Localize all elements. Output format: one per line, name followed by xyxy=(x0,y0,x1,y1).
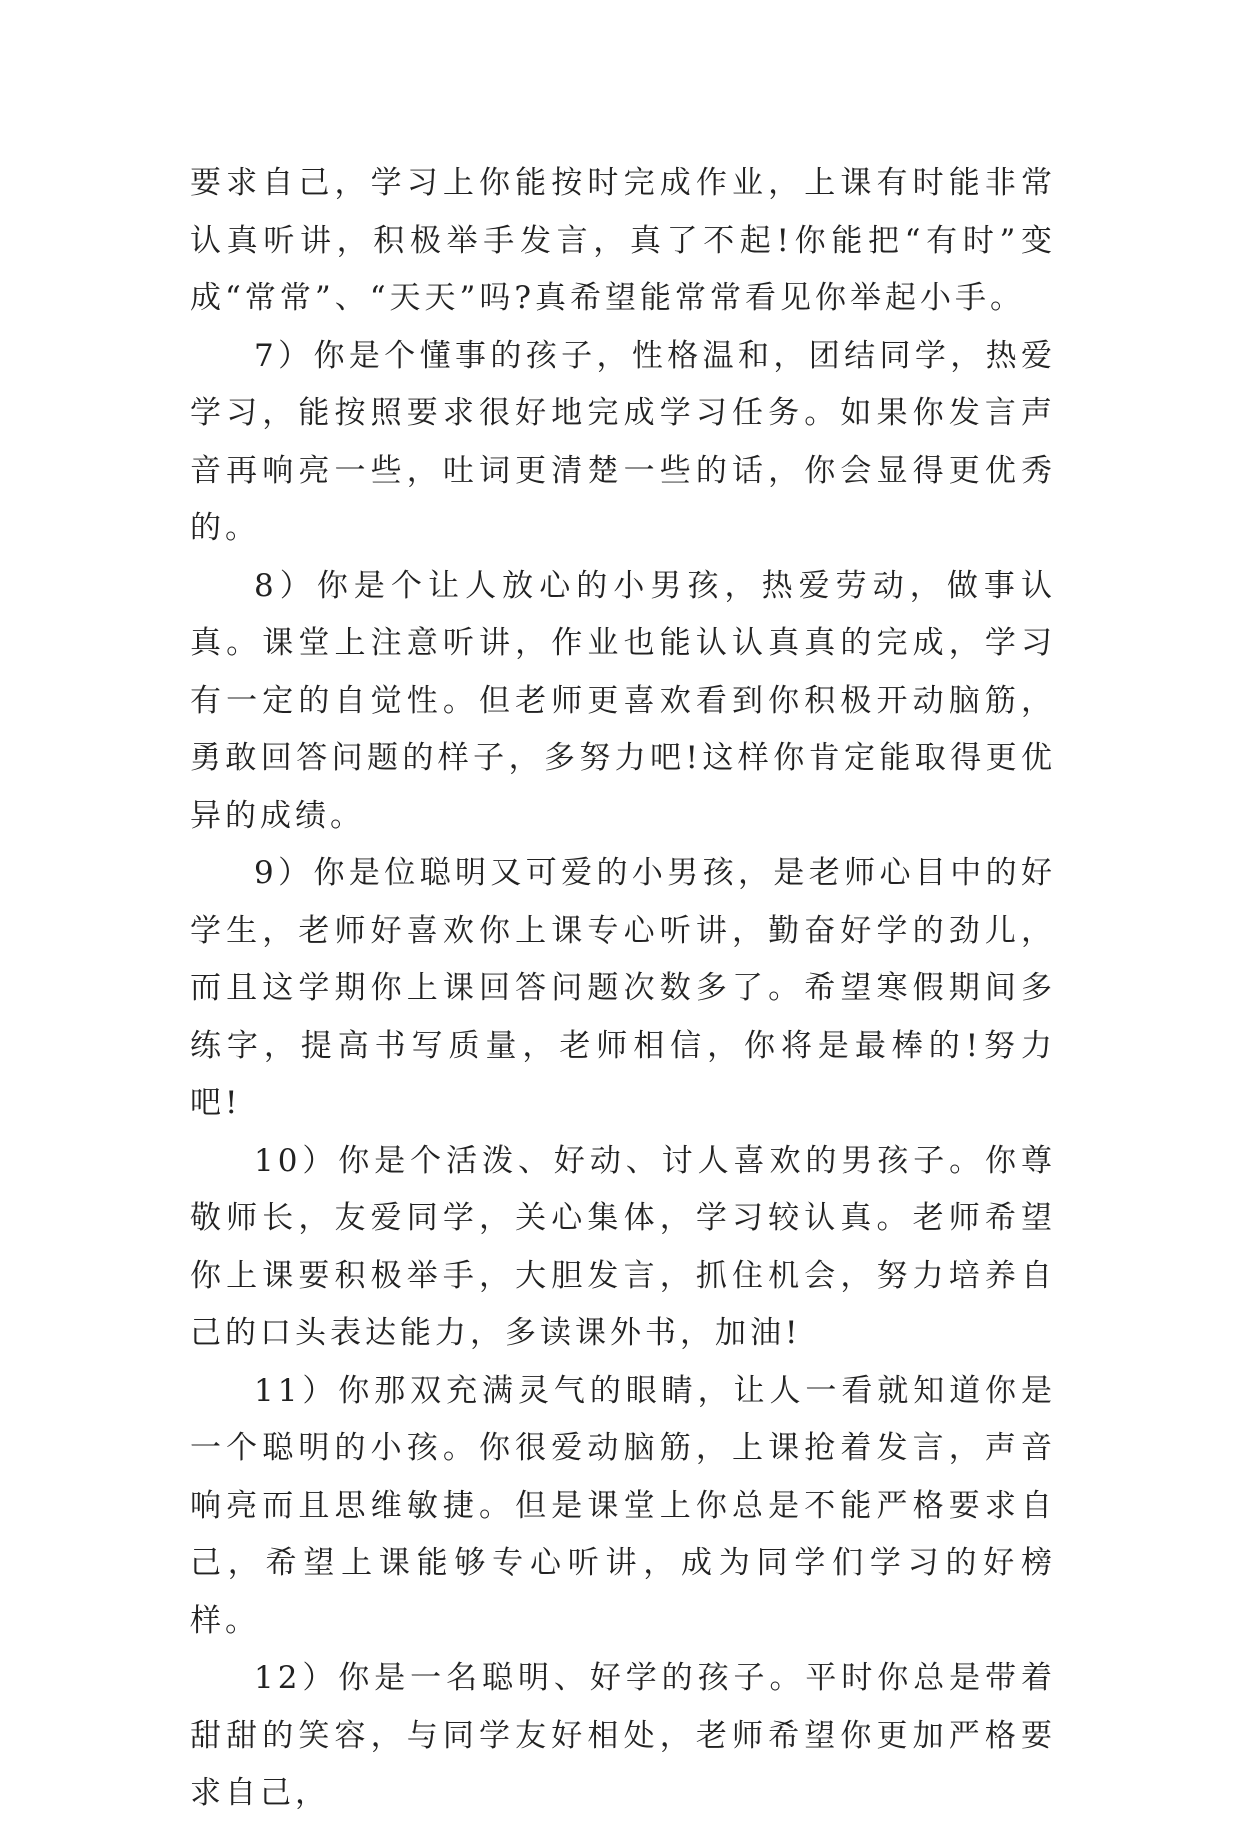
paragraph-11: 11）你那双充满灵气的眼睛，让人一看就知道你是一个聪明的小孩。你很爱动脑筋，上课抢着发言，声音响亮而且思维敏捷。但是课堂上你总是不能严格要求自己，希望上课能够专心听讲，成为同学们学习的好榜样。 xyxy=(190,1372,1056,1639)
paragraph-8: 8）你是个让人放心的小男孩，热爱劳动，做事认真。课堂上注意听讲，作业也能认认真真的完成，学习有一定的自觉性。但老师更喜欢看到你积极开动脑筋，勇敢回答问题的样子，多努力吧!这样你肯定能取得更优异的成绩。 xyxy=(190,567,1056,834)
paragraph-6-continued: 要求自己，学习上你能按时完成作业，上课有时能非常认真听讲，积极举手发言，真了不起!你能把“有时”变成“常常”、“天天”吗?真希望能常常看见你举起小手。 xyxy=(190,165,1056,316)
document-body xyxy=(190,155,1056,1823)
paragraph-7: 7）你是个懂事的孩子，性格温和，团结同学，热爱学习，能按照要求很好地完成学习任务。如果你发言声音再响亮一些，吐词更清楚一些的话，你会显得更优秀的。 xyxy=(190,337,1056,546)
paragraph-9: 9）你是位聪明又可爱的小男孩，是老师心目中的好学生，老师好喜欢你上课专心听讲，勤奋好学的劲儿，而且这学期你上课回答问题次数多了。希望寒假期间多练字，提高书写质量，老师相信，你将是最棒的!努力吧! xyxy=(190,855,1056,1121)
paragraph-12: 12）你是一名聪明、好学的孩子。平时你总是带着甜甜的笑容，与同学友好相处，老师希望你更加严格要求自己， xyxy=(190,1660,1056,1811)
paragraph-10: 10）你是个活泼、好动、讨人喜欢的男孩子。你尊敬师长，友爱同学，关心集体，学习较认真。老师希望你上课要积极举手，大胆发言，抓住机会，努力培养自己的口头表达能力，多读课外书，加油! xyxy=(190,1142,1056,1351)
